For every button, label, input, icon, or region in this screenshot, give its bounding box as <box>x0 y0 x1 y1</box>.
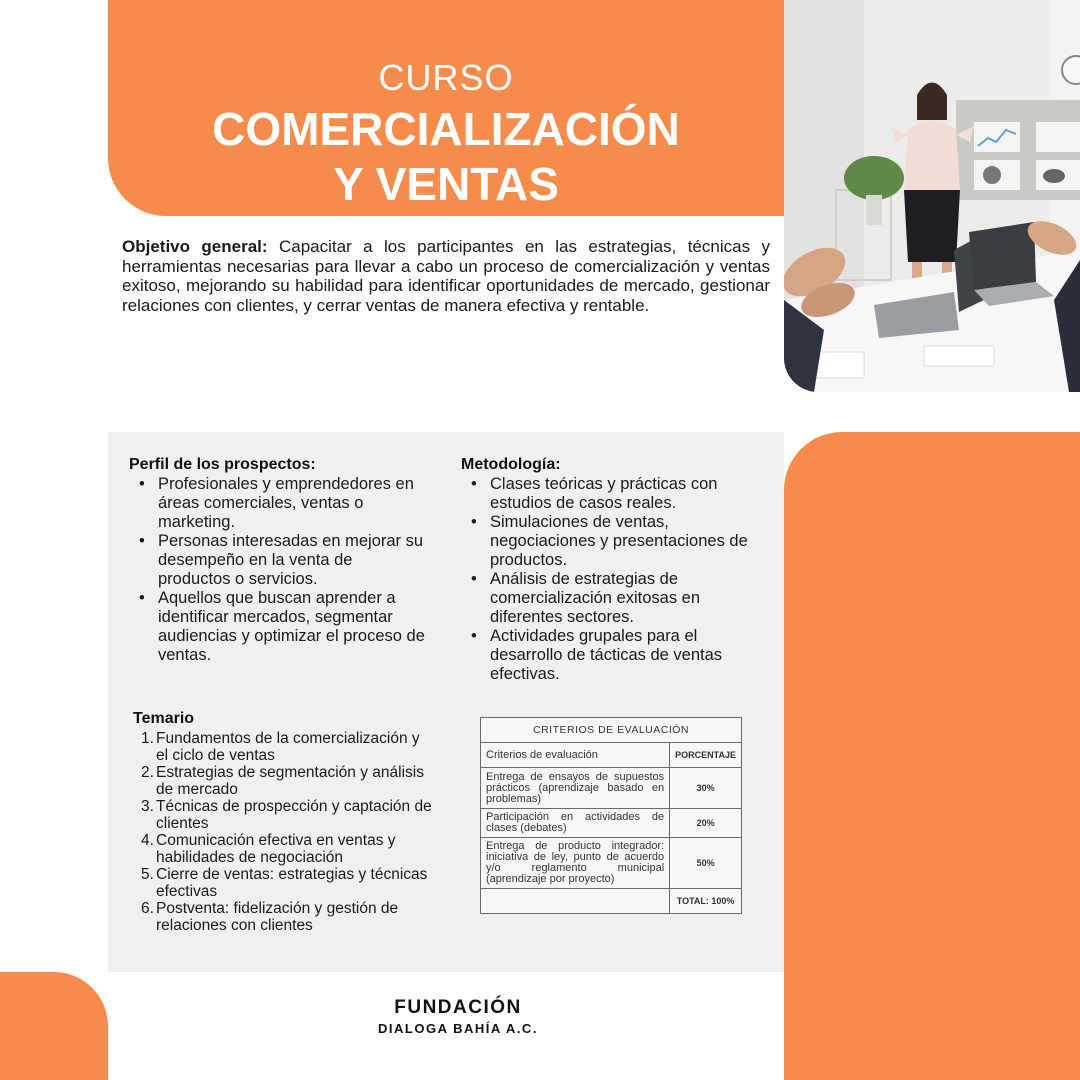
course-title-line2: Y VENTAS <box>333 158 559 210</box>
porcentaje-cell: 30% <box>670 768 742 809</box>
list-item: • Personas interesadas en mejorar su desempeño en la venta de productos o servicios. <box>129 532 429 589</box>
item-text: Postventa: fidelización y gestión de relaciones con clientes <box>156 900 399 934</box>
column-header-porcentaje: PORCENTAJE <box>670 743 742 768</box>
objective-text: Capacitar a los participantes en las estrategias, técnicas y herramientas necesarias para llevar a cabo un proceso de comercialización y ventas exitoso, mejorando su habilidad para identificar oportunidades de mercado, gestionar relaciones con clientes, y cerrar ventas de manera efectiva y rentable. <box>122 237 770 315</box>
list-item <box>133 730 433 764</box>
metodologia-title: Metodología: <box>461 456 561 473</box>
perfil-title: Perfil de los prospectos: <box>129 456 316 473</box>
table-row <box>481 768 742 809</box>
table-row <box>481 809 742 838</box>
course-title-line1: COMERCIALIZACIÓN <box>212 103 680 155</box>
objective-paragraph <box>122 237 770 315</box>
empty-cell <box>481 889 670 914</box>
footer-org-subtitle: DIALOGA BAHÍA A.C. <box>378 1021 538 1036</box>
list-item <box>133 900 433 934</box>
table-header-row <box>481 743 742 768</box>
perfil-list <box>129 475 429 665</box>
list-item: • Aquellos que buscan aprender a identificar mercados, segmentar audiencias y optimizar el proceso de ventas. <box>129 589 429 665</box>
list-item: • Profesionales y emprendedores en áreas comerciales, ventas o marketing. <box>129 475 429 532</box>
list-item: • Actividades grupales para el desarrollo de tácticas de ventas efectivas. <box>461 627 753 684</box>
total-cell: TOTAL: 100% <box>670 889 742 914</box>
course-title <box>108 102 784 212</box>
criterio-cell: Entrega de producto integrador: iniciativa de ley, punto de acuerdo y/o reglamento municipal (aprendizaje por proyecto) <box>481 838 670 889</box>
list-item <box>133 832 433 866</box>
list-item <box>133 764 433 798</box>
list-item <box>133 866 433 900</box>
presenter-photo <box>784 0 1080 392</box>
porcentaje-cell: 50% <box>670 838 742 889</box>
item-text: Fundamentos de la comercialización y el ciclo de ventas <box>156 730 420 764</box>
item-number: 3. <box>141 798 154 815</box>
list-item: • Análisis de estrategias de comercialización exitosas en diferentes sectores. <box>461 570 753 627</box>
footer-org-name: FUNDACIÓN <box>394 997 522 1018</box>
objective-label: Objetivo general: <box>122 237 268 256</box>
table-total-row <box>481 889 742 914</box>
item-number: 6. <box>141 900 154 917</box>
item-number: 1. <box>141 730 154 747</box>
course-kicker: CURSO <box>378 57 514 98</box>
temario-title: Temario <box>133 710 195 727</box>
temario-list <box>133 730 433 934</box>
list-item <box>133 798 433 832</box>
item-text: Estrategias de segmentación y análisis de mercado <box>156 764 424 798</box>
item-number: 4. <box>141 832 154 849</box>
item-text: Comunicación efectiva en ventas y habilidades de negociación <box>156 832 396 866</box>
metodologia-list <box>461 475 753 684</box>
list-item: • Simulaciones de ventas, negociaciones y presentaciones de productos. <box>461 513 753 570</box>
decorative-orange-block <box>784 432 1080 1080</box>
item-number: 5. <box>141 866 154 883</box>
criterio-cell: Participación en actividades de clases (debates) <box>481 809 670 838</box>
course-header <box>108 0 784 216</box>
column-header-criterio: Criterios de evaluación <box>481 743 670 768</box>
list-item: • Clases teóricas y prácticas con estudios de casos reales. <box>461 475 753 513</box>
presenter-illustration <box>784 0 1080 392</box>
table-caption-row <box>481 718 742 743</box>
item-text: Cierre de ventas: estrategias y técnicas efectivas <box>156 866 428 900</box>
evaluation-table <box>480 717 742 914</box>
decorative-orange-corner <box>0 972 108 1080</box>
porcentaje-cell: 20% <box>670 809 742 838</box>
item-number: 2. <box>141 764 154 781</box>
table-row <box>481 838 742 889</box>
table-caption: CRITERIOS DE EVALUACIÓN <box>481 718 742 743</box>
criterio-cell: Entrega de ensayos de supuestos prácticos (aprendizaje basado en problemas) <box>481 768 670 809</box>
item-text: Técnicas de prospección y captación de clientes <box>156 798 432 832</box>
